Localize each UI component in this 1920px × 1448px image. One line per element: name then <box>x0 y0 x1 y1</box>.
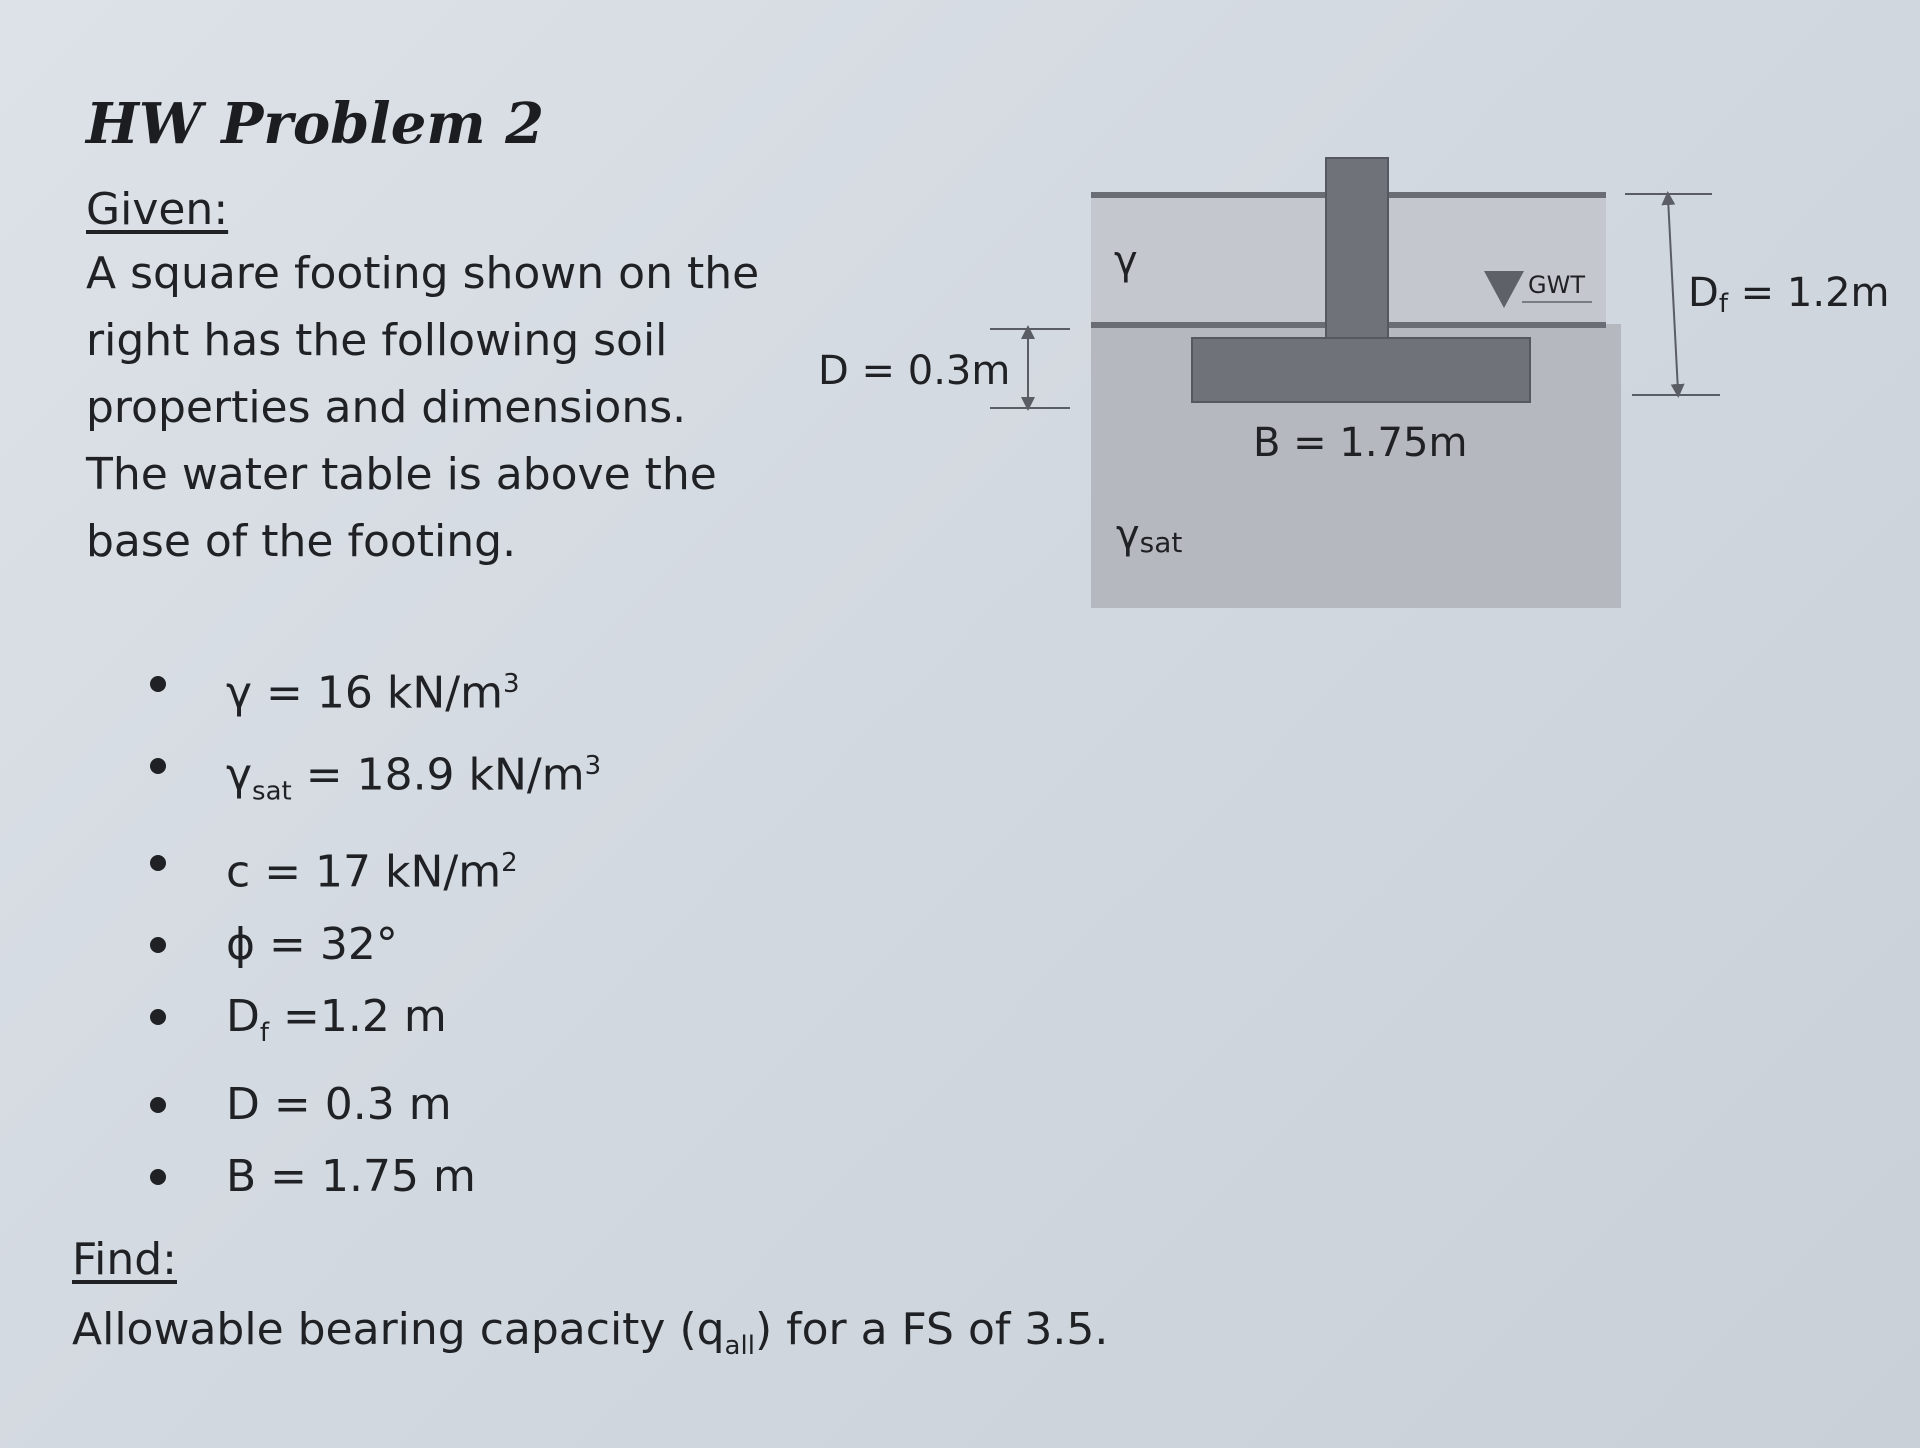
df-dimension-label <box>1688 270 1890 319</box>
property-value: = 16 kN/m <box>252 667 503 719</box>
footing-base <box>1192 338 1530 402</box>
property-exponent: 2 <box>501 848 518 879</box>
gwt-label: GWT <box>1528 271 1585 299</box>
property-subscript: f <box>259 1017 270 1048</box>
find-suffix: ) for a FS of 3.5. <box>754 1304 1109 1355</box>
property-symbol: D <box>226 1078 260 1130</box>
property-value: = 32° <box>255 918 398 970</box>
footing-column <box>1326 158 1388 340</box>
find-subscript: all <box>724 1330 755 1361</box>
find-label: Find: <box>72 1234 177 1285</box>
df-dimension-arrow <box>1668 198 1678 391</box>
gamma-sat-symbol: γ <box>1116 512 1140 558</box>
property-symbol: γ <box>226 667 253 719</box>
property-subscript: sat <box>252 776 292 807</box>
df-symbol: D <box>1688 270 1719 316</box>
property-value: = 0.3 m <box>259 1078 452 1130</box>
property-value: = 1.75 m <box>256 1150 476 1202</box>
property-symbol: B <box>226 1150 257 1202</box>
find-prefix: Allowable bearing capacity (q <box>72 1304 725 1355</box>
given-label: Given: <box>86 184 229 235</box>
d-dimension-label: D = 0.3m <box>818 348 1011 394</box>
property-value: =1.2 m <box>269 990 447 1042</box>
property-symbol: c <box>226 846 251 898</box>
gamma-sat-subscript: sat <box>1139 526 1183 559</box>
property-value: = 18.9 kN/m <box>291 749 585 801</box>
gamma-label: γ <box>1114 238 1138 284</box>
property-exponent: 3 <box>502 669 520 699</box>
property-value: = 17 kN/m <box>250 846 502 898</box>
property-symbol: ϕ <box>226 918 256 970</box>
df-subscript: f <box>1718 289 1728 319</box>
problem-title: HW Problem 2 <box>86 91 545 157</box>
property-symbol: D <box>226 990 260 1042</box>
property-symbol: γ <box>226 749 253 801</box>
b-dimension-label: B = 1.75m <box>1253 420 1468 466</box>
df-value: = 1.2m <box>1727 270 1890 316</box>
given-description: A square footing shown on the right has the following soil properties and dimensions. The water table is above the base of the footing. <box>86 248 760 567</box>
property-exponent: 3 <box>584 750 602 781</box>
